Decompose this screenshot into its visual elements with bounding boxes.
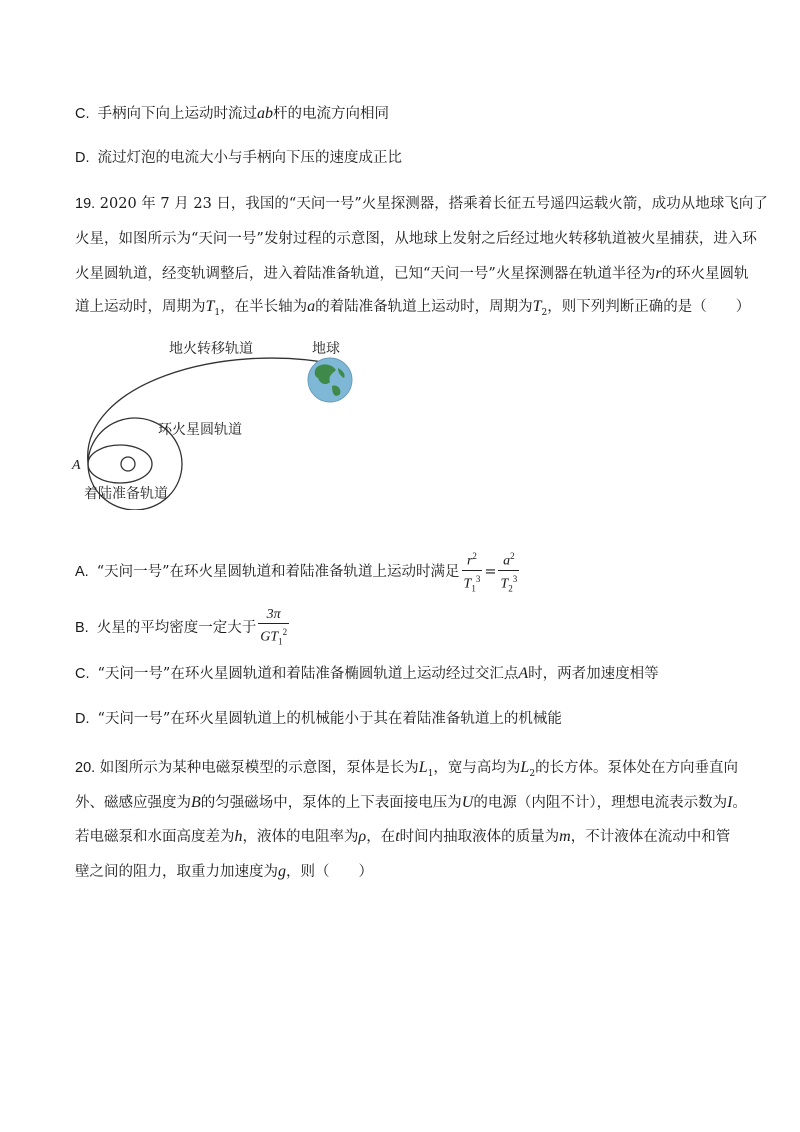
orbit-diagram [70,330,390,510]
q19-option-c: C. “天问一号”在环火星圆轨道和着陆准备椭圆轨道上运动经过交汇点A时，两者加速度相等 [75,665,659,682]
label-earth: 地球 [312,341,340,357]
transfer-orbit-path [88,358,340,463]
label-point-a: A [72,458,81,473]
question-number: 19. [75,196,96,212]
option-label: D. [75,150,90,166]
option-label: C. [75,666,90,682]
label-transfer-orbit: 地火转移轨道 [169,341,253,357]
label-circular-orbit: 环火星圆轨道 [158,422,242,438]
q19-stem-line-3: 火星圆轨道，经变轨调整后，进入着陆准备轨道，已知“天问一号”火星探测器在轨道半径为r的环火星圆轨 [75,265,749,282]
label-landing-orbit: 着陆准备轨道 [84,486,168,502]
fraction-left: $\frac{r^2}{T_1^3}$ [462,548,483,596]
q19-option-d: D. “天问一号”在环火星圆轨道上的机械能小于其在着陆准备轨道上的机械能 [75,711,562,727]
landing-orbit [88,445,152,483]
q20-stem-line-1: 20. 如图所示为某种电磁泵模型的示意图，泵体是长为$L_1$，宽与高均为$L_2$的长方体。泵体处在方向垂直向 [75,759,739,779]
q19-stem-line-2: 火星，如图所示为“天问一号”发射过程的示意图，从地球上发射之后经过地火转移轨道被火星捕获，进入环 [75,231,757,247]
option-label: A. [75,564,89,581]
q19-option-b: B. 火星的平均密度一定大于 $\frac{3\pi}{GT_1^2}$ [75,604,291,652]
option-label: D. [75,711,90,727]
q19-option-a: A. “天问一号”在环火星圆轨道和着陆准备轨道上运动时满足 $\frac{r^2}{T_1^3}$ = $\frac{a^2}{T_2^3}$ [75,548,521,596]
q20-stem-line-4: 壁之间的阻力，取重力加速度为g，则（ ） [75,863,373,880]
q19-stem-line-4: 道上运动时，周期为$T_1$，在半长轴为a的着陆准备轨道上运动时，周期为$T_2$，则下列判断正确的是（ ） [75,298,751,318]
option-label: C. [75,106,90,122]
q18-option-c: C. 手柄向下向上运动时流过ab杆的电流方向相同 [75,105,389,122]
fraction-right: $\frac{a^2}{T_2^3}$ [498,548,519,596]
q18-option-d: D. 流过灯泡的电流大小与手柄向下压的速度成正比 [75,150,402,166]
option-label: B. [75,620,89,636]
question-number: 20. [75,760,96,776]
fraction-density: $\frac{3\pi}{GT_1^2}$ [260,606,288,647]
mars-icon [121,457,135,471]
q19-stem-line-1: 19. 2020 年 7 月 23 日，我国的“天问一号”火星探测器，搭乘着长征五号遥四运载火箭，成功从地球飞向了 [75,196,768,212]
earth-icon [308,358,352,402]
q20-stem-line-2: 外、磁感应强度为B的匀强磁场中，泵体的上下表面接电压为U的电源（内阻不计），理想电流表示数为I。 [75,794,747,811]
q20-stem-line-3: 若电磁泵和水面高度差为h，液体的电阻率为ρ，在t时间内抽取液体的质量为m，不计液体在流动中和管 [75,828,731,845]
